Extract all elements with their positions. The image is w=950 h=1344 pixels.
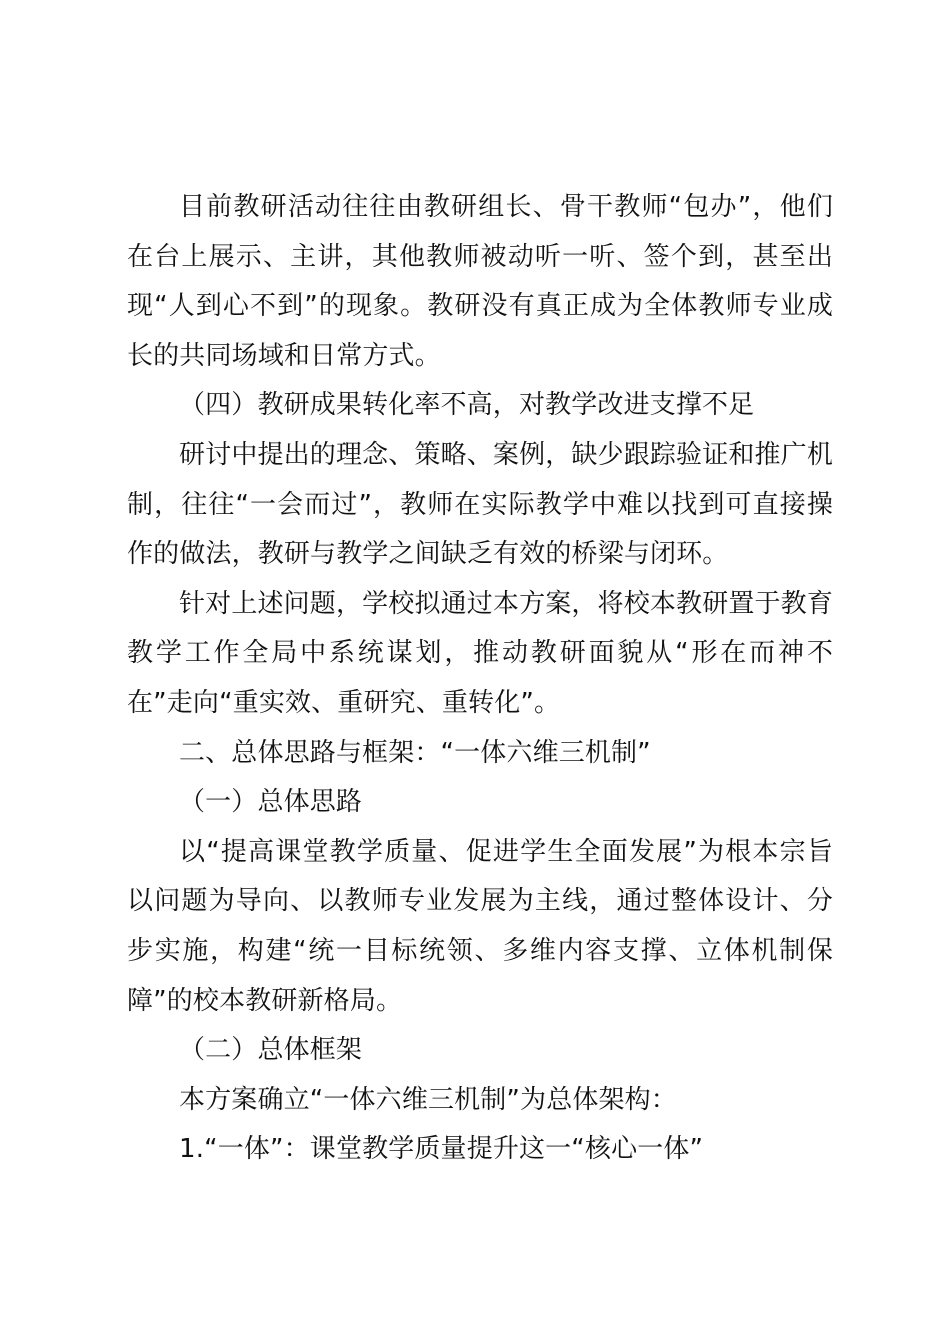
heading-overall-approach: （一）总体思路 bbox=[179, 787, 363, 818]
paragraph-solution-intro: 针对上述问题，学校拟通过本方案，将校本教研置于教育教学工作全局中系统谋划，推动教研面貌从“形在而神不在”走向“重实效、重研究、重转化”。 bbox=[127, 588, 833, 718]
heading-framework: （二）总体框架 bbox=[179, 1035, 363, 1066]
paragraph-research-outcomes: 研讨中提出的理念、策略、案例，缺少跟踪验证和推广机制，往往“一会而过”，教师在实际教学中难以找到可直接操作的做法，教研与教学之间缺乏有效的桥梁与闭环。 bbox=[127, 439, 833, 570]
paragraph-overall-approach: 以“提高课堂教学质量、促进学生全面发展”为根本宗旨以问题为导向、以教师专业发展为主线，通过整体设计、分步实施，构建“统一目标统领、多维内容支撑、立体机制保障”的校本教研新格局。 bbox=[127, 836, 833, 1016]
document-body bbox=[127, 183, 833, 1175]
heading-overall-framework: 二、总体思路与框架：“一体六维三机制” bbox=[179, 737, 651, 768]
paragraph-teaching-research-issue: 目前教研活动往往由教研组长、骨干教师“包办”，他们在台上展示、主讲，其他教师被动听一听、签个到，甚至出现“人到心不到”的现象。教研没有真正成为全体教师专业成长的共同场域和日常方式。 bbox=[127, 192, 833, 371]
paragraph-framework-intro: 本方案确立“一体六维三机制”为总体架构： bbox=[179, 1084, 677, 1115]
list-item-one-core: 1.“一体”：课堂教学质量提升这一“核心一体” bbox=[179, 1134, 704, 1165]
heading-section-four: （四）教研成果转化率不高，对教学改进支撑不足 bbox=[179, 390, 755, 421]
